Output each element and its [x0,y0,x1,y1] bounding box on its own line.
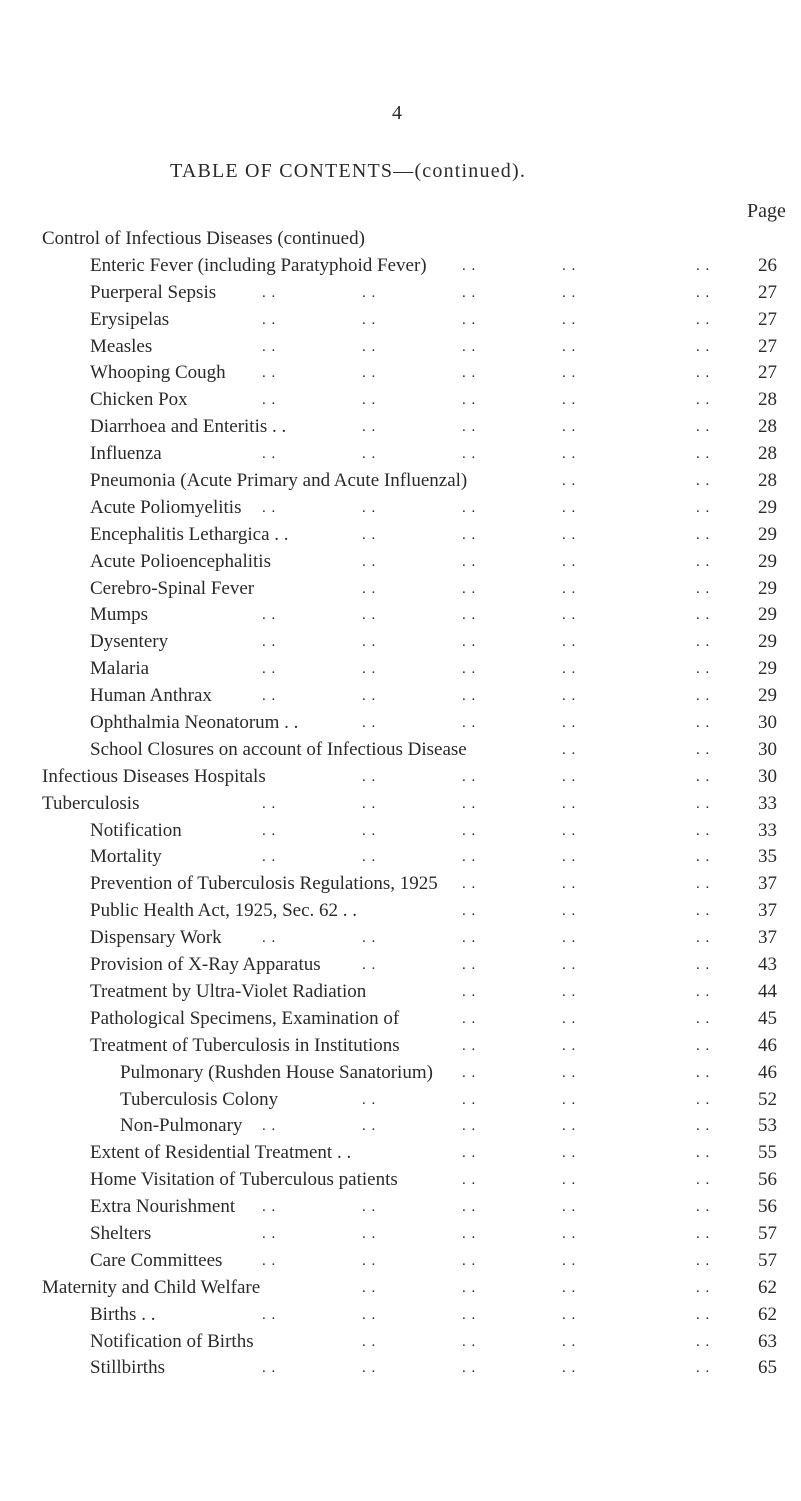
leader-dots: . . . . [562,473,711,490]
toc-entry [0,764,801,791]
leader-dots: . . . . . . [462,983,711,1000]
toc-entry-label: Chicken Pox [90,389,188,411]
toc-entry-page: 53 [758,1115,777,1137]
leader-dots: . . . . . . . . . . [262,1360,711,1377]
toc-entry-page: 28 [758,443,777,465]
leader-dots: . . . . . . . . [362,768,711,785]
toc-entry-page: 63 [758,1330,777,1352]
toc-entry-label: Acute Poliomyelitis [90,496,242,518]
toc-entry [0,791,801,818]
leader-dots: . . . . . . [462,1037,711,1054]
toc-entry-label: Extra Nourishment [90,1196,236,1218]
toc-entry [0,307,801,334]
toc-entry [0,844,801,871]
leader-dots: . . . . . . . . . . [262,338,711,355]
toc-entry-page: 29 [758,604,777,626]
toc-entry-page: 62 [758,1303,777,1325]
toc-entry-page: 43 [758,954,777,976]
toc-entry-label: Care Committees [90,1249,223,1271]
toc-entry-page: 28 [758,470,777,492]
toc-entry-page: 46 [758,1061,777,1083]
toc-entry-label: Infectious Diseases Hospitals [42,765,266,787]
toc-entry-label: Mumps [90,604,149,626]
toc-entry [0,1033,801,1060]
toc-entry-label: Mortality [90,846,162,868]
toc-entry [0,656,801,683]
toc-entry [0,495,801,522]
leader-dots: . . . . . . [462,1145,711,1162]
toc-entry [0,871,801,898]
leader-dots: . . . . . . [462,903,711,920]
leader-dots: . . . . . . . . . . [262,634,711,651]
toc-entry-label: Cerebro-Spinal Fever [90,577,255,599]
leader-dots: . . . . . . . . [362,419,711,436]
toc-entry [0,925,801,952]
toc-entry-label: Public Health Act, 1925, Sec. 62 . . [90,900,358,922]
document-title: TABLE OF CONTENTS—(continued). [170,160,527,182]
toc-entry [0,737,801,764]
toc-entry [0,441,801,468]
page-number: 4 [392,102,402,124]
toc-entry [0,818,801,845]
toc-entry-label: Tuberculosis Colony [120,1088,279,1110]
toc-entry-label: Non-Pulmonary [120,1115,243,1137]
toc-entry-label: Measles [90,335,153,357]
toc-entry-label: School Closures on account of Infectious Disease [90,738,467,760]
toc-entry-page: 57 [758,1249,777,1271]
toc-entry [0,468,801,495]
toc-entry [0,1194,801,1221]
toc-entry-page: 27 [758,362,777,384]
leader-dots: . . . . . . . . [362,1279,711,1296]
toc-entry-page: 30 [758,738,777,760]
leader-dots: . . . . . . . . . . [262,849,711,866]
leader-dots: . . . . . . [462,1172,711,1189]
toc-entry [0,898,801,925]
toc-entry-page: 26 [758,254,777,276]
toc-entry [0,253,801,280]
toc-entry [0,522,801,549]
leader-dots: . . . . . . . . . . [262,822,711,839]
toc-entry-page: 52 [758,1088,777,1110]
toc-entry [0,629,801,656]
toc-entry-page: 29 [758,685,777,707]
leader-dots: . . . . . . . . . . [262,1118,711,1135]
leader-dots: . . . . . . . . . . [262,930,711,947]
toc-entry [0,576,801,603]
leader-dots: . . . . . . . . . . [262,1306,711,1323]
leader-dots: . . . . . . . . [362,526,711,543]
toc-entry [0,1275,801,1302]
toc-entry [0,683,801,710]
leader-dots: . . . . . . . . . . [262,607,711,624]
toc-entry-label: Maternity and Child Welfare [42,1276,261,1298]
leader-dots: . . . . . . [462,1010,711,1027]
toc-entry-label: Enteric Fever (including Paratyphoid Fever) [90,254,427,276]
toc-entry [0,1302,801,1329]
leader-dots: . . . . . . . . . . [262,795,711,812]
toc-entry-page: 29 [758,550,777,572]
toc-entry [0,1355,801,1382]
toc-entry-label: Dysentery [90,631,169,653]
toc-entry [0,280,801,307]
toc-entry-label: Treatment by Ultra-Violet Radiation [90,980,367,1002]
toc-entry [0,414,801,441]
toc-entry-page: 44 [758,980,777,1002]
leader-dots: . . . . . . . . . . [262,392,711,409]
toc-entry-label: Puerperal Sepsis [90,281,217,303]
leader-dots: . . . . . . . . . . [262,446,711,463]
toc-entry-page: 57 [758,1222,777,1244]
toc-entry-page: 56 [758,1196,777,1218]
toc-entry-page: 28 [758,389,777,411]
toc-entry-label: Malaria [90,658,150,680]
toc-entry-label: Diarrhoea and Enteritis . . [90,416,287,438]
leader-dots: . . . . . . [462,876,711,893]
toc-entry-label: Encephalitis Lethargica . . [90,523,289,545]
leader-dots: . . . . . . . . . . [262,688,711,705]
leader-dots: . . . . . . . . . . [262,311,711,328]
toc-entry-label: Whooping Cough [90,362,226,384]
toc-entry-page: 27 [758,281,777,303]
toc-entry-page: 37 [758,927,777,949]
leader-dots: . . . . . . [462,1064,711,1081]
toc-entry-label: Notification of Births [90,1330,254,1352]
toc-entry-page: 29 [758,631,777,653]
leader-dots: . . . . . . . . . . [262,661,711,678]
toc-entry [0,1221,801,1248]
toc-entry-label: Births . . [90,1303,156,1325]
leader-dots: . . . . . . . . . . [262,365,711,382]
toc-entry [0,387,801,414]
toc-entry [0,1060,801,1087]
leader-dots: . . . . . . [462,257,711,274]
leader-dots: . . . . [562,741,711,758]
toc-entry-page: 29 [758,496,777,518]
toc-entry-page: 29 [758,577,777,599]
toc-entry [0,1329,801,1356]
toc-entry-label: Prevention of Tuberculosis Regulations, 1925 [90,873,438,895]
toc-entry-page: 30 [758,765,777,787]
table-of-contents [0,226,801,1382]
leader-dots: . . . . . . . . . . [262,1225,711,1242]
leader-dots: . . . . . . . . [362,715,711,732]
toc-entry [0,360,801,387]
toc-entry-label: Human Anthrax [90,685,212,707]
leader-dots: . . . . . . . . . . [262,284,711,301]
toc-entry [0,334,801,361]
leader-dots: . . . . . . . . . . [262,1199,711,1216]
toc-entry-page: 37 [758,873,777,895]
toc-entry-page: 29 [758,658,777,680]
toc-entry-page: 45 [758,1007,777,1029]
toc-entry-label: Treatment of Tuberculosis in Institutions [90,1034,400,1056]
toc-entry-page: 46 [758,1034,777,1056]
page-column-header: Page [747,200,786,222]
toc-entry [0,1087,801,1114]
toc-entry [0,1113,801,1140]
toc-entry [0,710,801,737]
toc-entry [0,1248,801,1275]
toc-entry-label: Shelters [90,1222,152,1244]
toc-entry [0,952,801,979]
toc-entry-page: 35 [758,846,777,868]
toc-entry-page: 27 [758,335,777,357]
leader-dots: . . . . . . . . [362,553,711,570]
toc-entry-page: 55 [758,1142,777,1164]
toc-entry-label: Erysipelas [90,308,170,330]
toc-entry [0,1006,801,1033]
toc-entry-page: 27 [758,308,777,330]
toc-entry-page: 29 [758,523,777,545]
toc-entry-page: 56 [758,1169,777,1191]
toc-entry-label: Provision of X-Ray Apparatus [90,954,321,976]
leader-dots: . . . . . . . . . . [262,1252,711,1269]
toc-entry-page: 37 [758,900,777,922]
toc-entry-page: 62 [758,1276,777,1298]
toc-entry-label: Acute Polioencephalitis [90,550,271,572]
toc-entry-page: 33 [758,819,777,841]
toc-entry [0,602,801,629]
toc-entry-page: 65 [758,1357,777,1379]
toc-entry-label: Stillbirths [90,1357,165,1379]
toc-entry-label: Influenza [90,443,162,465]
toc-entry-label: Notification [90,819,182,841]
toc-entry-page: 30 [758,712,777,734]
toc-entry-label: Dispensary Work [90,927,222,949]
toc-entry-label: Pulmonary (Rushden House Sanatorium) [120,1061,433,1083]
leader-dots: . . . . . . . . [362,580,711,597]
leader-dots: . . . . . . . . [362,957,711,974]
toc-entry-label: Control of Infectious Diseases (continued) [42,228,365,249]
toc-entry-page: 28 [758,416,777,438]
toc-entry-page: 33 [758,792,777,814]
leader-dots: . . . . . . . . [362,1333,711,1350]
leader-dots: . . . . . . . . . . [262,499,711,516]
toc-entry-label: Pathological Specimens, Examination of [90,1007,400,1029]
toc-entry-label: Home Visitation of Tuberculous patients [90,1169,398,1191]
toc-entry-label: Pneumonia (Acute Primary and Acute Influenzal) [90,470,468,492]
toc-entry [0,226,801,253]
toc-entry-label: Extent of Residential Treatment . . [90,1142,352,1164]
toc-entry [0,1140,801,1167]
toc-entry [0,549,801,576]
toc-entry [0,979,801,1006]
toc-entry-label: Ophthalmia Neonatorum . . [90,712,299,734]
leader-dots: . . . . . . . . [362,1091,711,1108]
toc-entry-label: Tuberculosis [42,792,140,814]
toc-entry [0,1167,801,1194]
